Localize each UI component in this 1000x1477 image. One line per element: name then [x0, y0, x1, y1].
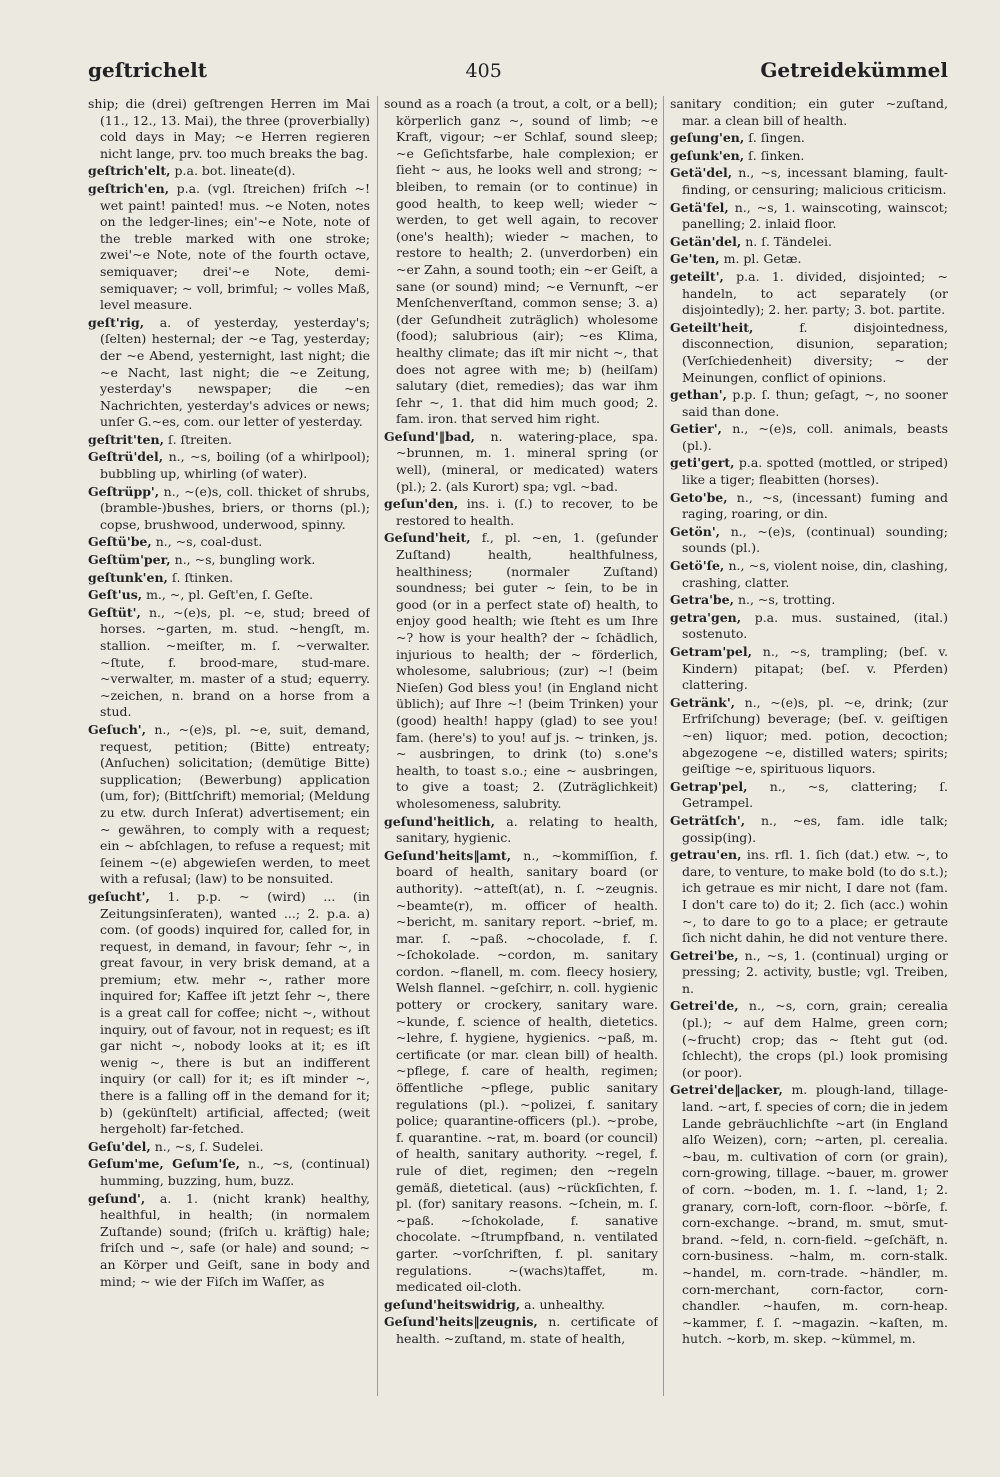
dictionary-entry	[88, 552, 370, 569]
entry-definition: p.p. ſ. thun; geſagt, ~, no sooner said than done.	[682, 387, 948, 419]
entry-definition: m. pl. Getæ.	[723, 251, 802, 267]
entry-headword: geſucht',	[88, 888, 150, 904]
entry-definition: n., ~(e)s, pl. ~e, drink; (zur Erfriſchung) beverage; (beſ. v. geiſtigen ~en) liquor; med. potion, decoction; abgezogene ~e, distilled waters; spirits; geiſtige ~e, spirituous liquors.	[682, 694, 948, 777]
dictionary-entry	[670, 490, 948, 523]
entry-headword: Getram'pel,	[670, 644, 752, 659]
dictionary-entry	[670, 387, 948, 420]
entry-definition: p.a. spotted (mottled, or striped) like a tiger; fleabitten (horses).	[682, 455, 948, 488]
entry-headword: Getä'del,	[670, 165, 733, 181]
entry-headword: Geſund'heit,	[384, 530, 471, 546]
entry-definition: a. of yesterday, yesterday's; (ſelten) hesternal; der ~e Tag, yesterday; der ~e Abend, yesternight, last night; die ~e Nacht, last night; die ~e Zeitung, yesterday's newspaper; die ~en Nachrichten, yesterday's advices or news; unſer G.~es, com. our letter of yesterday.	[100, 314, 370, 430]
entry-definition: a. 1. (nicht krank) healthy, healthful, in health; (in normalem Zuſtande) sound; (friſch u. kräftig) hale; friſch und ~, safe (or hale) and sound; ~ an Körper und Geiſt, sane in body and mind; ~ wie der Fiſch im Waſſer, as	[100, 1190, 370, 1289]
entry-headword: Getö'ſe,	[670, 558, 725, 574]
dictionary-entry	[88, 1191, 370, 1291]
entry-headword: Geſu'del,	[88, 1138, 151, 1154]
entry-definition: n., ~(e)s, pl. ~e, stud; breed of horses. ~garten, m. stud. ~hengſt, m. stallion. ~meiſter, m. ſ. ~verwalter. ~ſtute, f. brood-mare, stud-mare. ~verwalter, m. master of a stud; equerry. ~zeichen, n. brand on a horse from a stud.	[100, 604, 370, 720]
dictionary-entry	[88, 432, 370, 449]
dictionary-entry	[88, 570, 370, 587]
entry-definition: a. relating to health, sanitary, hygienic.	[396, 813, 658, 846]
dictionary-entry	[384, 1297, 658, 1314]
entry-definition: n., ~s, 1. wainscoting, wainscot; panelling; 2. inlaid floor.	[682, 199, 948, 232]
entry-definition: n., ~s, boiling (of a whirlpool); bubbling up, whirling (of water).	[100, 449, 370, 482]
dictionary-entry	[670, 421, 948, 454]
text-column-left	[88, 96, 370, 1416]
entry-headword: geſtunk'en,	[88, 569, 168, 585]
dictionary-entry	[670, 610, 948, 643]
entry-headword: Getrei'de,	[670, 998, 739, 1014]
entry-definition: n., ~(e)s, coll. thicket of shrubs, (bramble-)bushes, briers, or thorns (pl.); copse, brushwood, underwood, spinny.	[100, 483, 370, 532]
dictionary-entry	[670, 695, 948, 778]
dictionary-entry	[88, 315, 370, 431]
dictionary-entry	[384, 814, 658, 847]
page-number: 405	[465, 60, 502, 82]
entry-definition: m., ~, pl. Geſt'en, ſ. Geſte.	[146, 587, 314, 603]
entry-headword: Geſtü'be,	[88, 534, 152, 550]
entry-headword: geſtrit'ten,	[88, 431, 164, 447]
entry-headword: geti'gert,	[670, 455, 735, 471]
dictionary-entry	[670, 847, 948, 947]
column-divider	[377, 96, 378, 1396]
entry-definition: ins. rfl. 1. ſich (dat.) etw. ~, to dare, to venture, to make bold (to do s.t.); ich getraue es mir nicht, I dare not (fam. I don't care to) do it; 2. ſich (acc.) wohin ~, to dare to go to a place; er getraute ſich nicht dahin, he did not venture there.	[682, 847, 948, 946]
dictionary-entry	[670, 148, 948, 165]
entry-definition: p.a. 1. divided, disjointed; ~ handeln, to act separately (or disjointedly); 2. her. party; 3. bot. partite.	[682, 268, 948, 318]
entry-definition: n., ~s, ſ. Sudelei.	[154, 1138, 264, 1154]
dictionary-entry	[670, 644, 948, 694]
dictionary-entry	[670, 558, 948, 591]
page-header	[88, 58, 948, 92]
entry-definition: n., ~(e)s, (continual) sounding; sounds (pl.).	[682, 523, 948, 556]
entry-definition: p.a. mus. sustained, (ital.) sostenuto.	[682, 609, 948, 642]
entry-definition: sound as a roach (a trout, a colt, or a bell); körperlich ganz ~, sound of limb; ~e Kraft, vigour; ~er Schlaf, sound sleep; ~e Geſichtsfarbe, hale complexion; er ſieht ~ aus, he looks well and strong; ~ bleiben, to remain (or to continue) in good health, to keep well; wieder ~ werden, to get well again, to recover (one's health); wieder ~ machen, to restore to health; 2. (unverdorben) ein ~er Zahn, a sound tooth; ein ~er Geiſt, a sane (or sound) mind; ~e Vernunft, ~er Menſchenverſtand, common sense; 3. a) (der Geſundheit zuträglich) wholesome (food); salubrious (air); ~es Klima, healthy climate; das iſt mir nicht ~, that does not agree with me; b) (heilſam) salutary (diet, remedies); das war ihm ſehr ~, 1. that did him much good; 2. fam. iron. that served him right.	[384, 96, 658, 427]
entry-definition: n., ~s, corn, grain; cerealia (pl.); ~ auf dem Halme, green corn; (~frucht) crop; das ~ ſteht gut (od. ſchlecht), the crops (pl.) look promising (or poor).	[682, 998, 948, 1080]
entry-headword: Geto'be,	[670, 489, 728, 505]
entry-definition: n., ~s, clattering; ſ. Getrampel.	[682, 778, 948, 811]
entry-headword: Getrap'pel,	[670, 778, 748, 794]
dictionary-entry	[88, 889, 370, 1138]
entry-definition: n., ~s, incessant blaming, fault-finding, or censuring; malicious criticism.	[682, 165, 948, 197]
dictionary-entry	[670, 234, 948, 251]
dictionary-entry	[670, 269, 948, 319]
entry-definition: n., ~es, fam. idle talk; gossip(ing).	[682, 812, 948, 845]
dictionary-entry	[384, 848, 658, 1296]
entry-headword: Geſund'heits‖zeugnis,	[384, 1314, 538, 1330]
entry-headword: Geſund'‖bad,	[384, 428, 475, 444]
entry-headword: geſund',	[88, 1190, 146, 1206]
entry-headword: gethan',	[670, 387, 727, 403]
entry-headword: Geſund'heits‖amt,	[384, 847, 512, 863]
dictionary-entry	[88, 1156, 370, 1189]
entry-definition: n., ~s, trotting.	[737, 592, 836, 608]
dictionary-entry	[384, 96, 658, 428]
entry-headword: Getrei'de‖acker,	[670, 1082, 783, 1098]
entry-headword: Geſtüm'per,	[88, 552, 171, 568]
entry-definition: ſ. ſingen.	[748, 130, 805, 146]
dictionary-entry	[384, 496, 658, 529]
dictionary-entry	[670, 130, 948, 147]
dictionary-entry	[670, 779, 948, 812]
dictionary-entry	[670, 948, 948, 998]
dictionary-entry	[670, 524, 948, 557]
entry-headword: Getränk',	[670, 694, 736, 710]
entry-definition: n., ~s, violent noise, din, clashing, crashing, clatter.	[682, 558, 948, 590]
entry-definition: ins. i. (ſ.) to recover, to be restored to health.	[396, 496, 658, 528]
entry-headword: geteilt',	[670, 268, 724, 284]
entry-headword: Getä'fel,	[670, 199, 729, 215]
dictionary-entry	[670, 200, 948, 233]
entry-headword: Geſtüt',	[88, 604, 141, 620]
entry-definition: n., ~s, 1. (continual) urging or pressing; 2. activity, bustle; vgl. Treiben, n.	[682, 947, 948, 996]
dictionary-entry	[88, 605, 370, 721]
entry-definition: f. disjointedness, disconnection, disunion, separation; (Verſchiedenheit) diversity; ~ der Meinungen, conflict of opinions.	[682, 319, 948, 385]
entry-definition: n. watering-place, spa. ~brunnen, m. 1. mineral spring (or well), (mineral, or medicated) waters (pl.); 2. (als Kurort) spa; vgl. ~bad.	[396, 428, 658, 494]
dictionary-entry	[88, 1139, 370, 1156]
entry-headword: geſund'heitlich,	[384, 813, 495, 829]
entry-definition: n., ~(e)s, coll. animals, beasts (pl.).	[682, 421, 948, 453]
dictionary-entry	[384, 1314, 658, 1347]
entry-definition: n., ~kommiſſion, f. board of health, sanitary board (or authority). ~atteſt(at), n. ſ. ~zeugnis. ~beamte(r), m. officer of health. ~bericht, m. sanitary report. ~brief, m. mar. ſ. ~paß. ~chocolade, f. ſ. ~ſchokolade. ~cordon, m. sanitary cordon. ~flanell, m. com. fleecy hosiery, Welsh flannel. ~geſchirr, n. coll. hygienic pottery or crockery, sanitary ware. ~kunde, f. science of health, dietetics. ~lehre, f. hygiene, hygienics. ~paß, m. certificate (or mar. clean bill) of health. ~pflege, f. care of health, regimen; öffentliche ~pflege, public sanitary regulations (pl.). ~polizei, f. sanitary police; quarantine-officers (pl.). ~probe, f. quarantine. ~rat, m. board (or council) of health, sanitary authority. ~regel, f. rule of diet, regimen; den ~regeln gemäß, dietetical. (aus) ~rückſichten, f. pl. (for) sanitary reasons. ~ſchein, m. ſ. ~paß. ~ſchokolade, f. sanative chocolate. ~ſtrumpfband, n. ventilated garter. ~vorſchriften, f. pl. sanitary regulations. ~(wachs)taffet, m. medicated oil-cloth.	[396, 847, 658, 1295]
entry-definition: n., ~s, (continual) humming, buzzing, hum, buzz.	[100, 1156, 370, 1188]
entry-headword: Geſt'us,	[88, 587, 143, 603]
entry-definition: n., ~s, trampling; (beſ. v. Kindern) pitapat; (beſ. v. Pferden) clattering.	[682, 644, 948, 693]
dictionary-entry	[384, 429, 658, 495]
entry-definition: sanitary condition; ein guter ~zuſtand, mar. a clean bill of health.	[670, 96, 948, 128]
entry-headword: Getön',	[670, 523, 721, 539]
entry-definition: ſ. ſinken.	[748, 147, 805, 163]
entry-headword: Geſum'me, Geſum'ſe,	[88, 1156, 240, 1172]
entry-headword: Geſtrüpp',	[88, 483, 160, 499]
entry-headword: Getrei'be,	[670, 947, 739, 963]
entry-headword: geſund'heitswidrig,	[384, 1296, 521, 1312]
entry-headword: getra'gen,	[670, 609, 742, 625]
entry-definition: n. ſ. Tändelei.	[745, 233, 833, 249]
entry-headword: Geträtſch',	[670, 812, 746, 828]
text-column-right	[670, 96, 948, 1416]
entry-headword: getrau'en,	[670, 847, 742, 863]
entry-headword: Geteilt'heit,	[670, 319, 754, 335]
dictionary-entry	[670, 592, 948, 609]
entry-headword: Geſtrü'del,	[88, 449, 164, 465]
entry-headword: geſunk'en,	[670, 147, 745, 163]
entry-definition: ſ. ſtreiten.	[167, 431, 232, 447]
entry-definition: n., ~s, coal-dust.	[155, 534, 263, 550]
entry-definition: ſ. ſtinken.	[171, 569, 234, 585]
entry-definition: f., pl. ~en, 1. (geſunder Zuſtand) health, healthfulness, healthiness; (normaler Zuſtand) soundness; bei guter ~ ſein, to be in good (or in a perfect state of) health, to enjoy good health; wie ſteht es um Ihre ~? how is your health? der ~ ſchädlich, injurious to health; der ~ förderlich, wholesome, salubrious; (zur) ~! (beim Nieſen) God bless you! (in England nicht üblich); auf Ihre ~! (beim Trinken) your (good) health! happy (glad) to see you! fam. (here's) to you! auf js. ~ trinken, js. ~ ausbringen, to drink (to) s.one's health, to toast s.o.; eine ~ ausbringen, to give a toast; 2. (Zuträglichkeit) wholesomeness, salubrity.	[396, 530, 658, 811]
entry-definition: n. certificate of health. ~zuſtand, m. state of health,	[396, 1314, 658, 1346]
dictionary-entry	[88, 163, 370, 180]
entry-definition: m. plough-land, tillage-land. ~art, f. species of corn; die in jedem Lande gebräuchlichſte ~art (in England alſo Weizen), corn; ~arten, pl. cerealia. ~bau, m. cultivation of corn (or grain), corn-growing, tillage. ~bauer, m. grower of corn. ~boden, m. 1. ſ. ~land, 1; 2. granary, corn-loft, corn-floor. ~börſe, f. corn-exchange. ~brand, m. smut, smut-brand. ~feld, n. corn-field. ~geſchäft, n. corn-business. ~halm, m. corn-stalk. ~handel, m. corn-trade. ~händler, m. corn-merchant, corn-factor, corn-chandler. ~haufen, m. corn-heap. ~kammer, f. ſ. ~magazin. ~kaſten, m. hutch. ~korb, m. skep. ~kümmel, m.	[682, 1082, 948, 1347]
dictionary-entry	[670, 998, 948, 1081]
dictionary-entry	[88, 96, 370, 162]
column-divider	[663, 96, 664, 1396]
entry-headword: geſung'en,	[670, 130, 745, 146]
dictionary-entry	[88, 181, 370, 314]
entry-headword: geſtrich'elt,	[88, 163, 171, 179]
entry-headword: geſun'den,	[384, 496, 459, 512]
entry-definition: a. unhealthy.	[524, 1296, 605, 1312]
entry-headword: geſt'rig,	[88, 314, 145, 330]
entry-headword: Getier',	[670, 421, 722, 437]
dictionary-entry	[384, 530, 658, 812]
dictionary-entry	[88, 534, 370, 551]
entry-definition: p.a. bot. lineate(d).	[174, 163, 296, 179]
entry-definition: 1. p.p. ~ (wird) ... (in Zeitungsinſeraten), wanted ...; 2. p.a. a) com. (of goods) inquired for, called for, in request, in demand, in favour; ſehr ~, in great favour, in very brisk demand, at a premium; etw. mehr ~, rather more inquired for; Kaffee iſt jetzt ſehr ~, there is a great call for coffee; nicht ~, without inquiry, out of favour, not in request; es iſt gar nicht ~, nobody looks at it; es iſt wenig ~, there is but an indifferent inquiry (or call) for it; es iſt minder ~, there is a falling off in the demand for it; b) (gekünſtelt) artificial, affected; (weit hergeholt) far-fetched.	[100, 888, 370, 1137]
entry-definition: n., ~s, bungling work.	[174, 552, 316, 568]
entry-definition: p.a. (vgl. ſtreichen) friſch ~! wet paint! painted! mus. ~e Noten, notes on the ledger-lines; ein'~e Note, note of the treble marked with one stroke; zwei'~e Note, note of the fourth octave, semiquaver; drei'~e Note, demi-semiquaver; ~ voll, brimful; ~ volles Maß, level measure.	[100, 180, 370, 313]
entry-definition: ship; die (drei) geſtrengen Herren im Mai (11., 12., 13. Mai), the three (proverbially) cold days in May; ~e Herren regieren nicht lange, prv. too much breaks the bag.	[88, 96, 370, 161]
entry-definition: n., ~(e)s, pl. ~e, suit, demand, request, petition; (Bitte) entreaty; (Anſuchen) solicitation; (demütige Bitte) supplication; (Bewerbung) application (um, for); (Bittſchrift) memorial; (Meldung zu etw. durch Inſerat) advertisement; ein ~ gewähren, to comply with a request; ein ~ abſchlagen, to refuse a request; mit ſeinem ~(e) abgewieſen werden, to meet with a refusal; (law) to be nonsuited.	[100, 721, 370, 887]
dictionary-entry	[88, 587, 370, 604]
dictionary-entry	[670, 165, 948, 198]
dictionary-entry	[88, 722, 370, 888]
text-column-middle	[384, 96, 658, 1416]
entry-headword: Getra'be,	[670, 592, 734, 608]
dictionary-entry	[670, 455, 948, 488]
dictionary-entry	[670, 96, 948, 129]
dictionary-entry	[670, 1082, 948, 1348]
entry-headword: Ge'ten,	[670, 251, 720, 267]
entry-headword: Getän'del,	[670, 233, 742, 249]
entry-headword: geſtrich'en,	[88, 180, 170, 196]
left-guide-word: geſtrichelt	[88, 58, 207, 82]
dictionary-entry	[670, 251, 948, 268]
dictionary-entry	[670, 320, 948, 386]
entry-definition: n., ~s, (incessant) fuming and raging, roaring, or din.	[682, 489, 948, 522]
dictionary-entry	[88, 484, 370, 534]
dictionary-entry	[88, 449, 370, 482]
entry-headword: Geſuch',	[88, 721, 146, 737]
dictionary-entry	[670, 813, 948, 846]
right-guide-word: Getreidekümmel	[760, 58, 948, 82]
